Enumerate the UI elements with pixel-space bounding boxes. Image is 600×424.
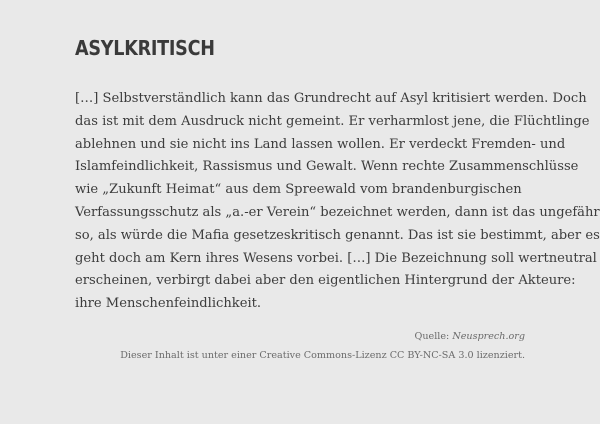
body-line: Verfassungsschutz als „a.-er Verein“ bezeichnet werden, dann ist das ungefähr: [75, 204, 600, 220]
source-credit: [414, 331, 525, 342]
body-paragraph: [75, 88, 600, 316]
source-name: Neusprech.org: [452, 331, 525, 342]
body-line: ablehnen und sie nicht ins Land lassen wollen. Er verdeckt Fremden- und: [75, 136, 566, 152]
body-line: ihre Menschenfeindlichkeit.: [75, 296, 262, 312]
body-line: wie „Zukunft Heimat“ aus dem Spreewald vom brandenburgischen: [75, 182, 522, 198]
body-line: so, als würde die Mafia gesetzeskritisch genannt. Das ist sie bestimmt, aber es: [75, 227, 600, 243]
body-line: erscheinen, verbirgt dabei aber den eigentlichen Hintergrund der Akteure:: [75, 273, 576, 289]
body-line: das ist mit dem Ausdruck nicht gemeint. Er verharmlost jene, die Flüchtlinge: [75, 113, 590, 129]
body-line: Islamfeindlichkeit, Rassismus und Gewalt. Wenn rechte Zusammenschlüsse: [75, 159, 579, 175]
license-notice: Dieser Inhalt ist unter einer Creative Commons-Lizenz CC BY-NC-SA 3.0 lizenziert.: [120, 350, 525, 361]
page-title: ASYLKRITISCH: [75, 36, 215, 60]
source-label: Quelle:: [414, 331, 450, 342]
body-line: geht doch am Kern ihres Wesens vorbei. […] Die Bezeichnung soll wertneutral: [75, 250, 597, 266]
body-line: […] Selbstverständlich kann das Grundrecht auf Asyl kritisiert werden. Doch: [75, 91, 587, 106]
